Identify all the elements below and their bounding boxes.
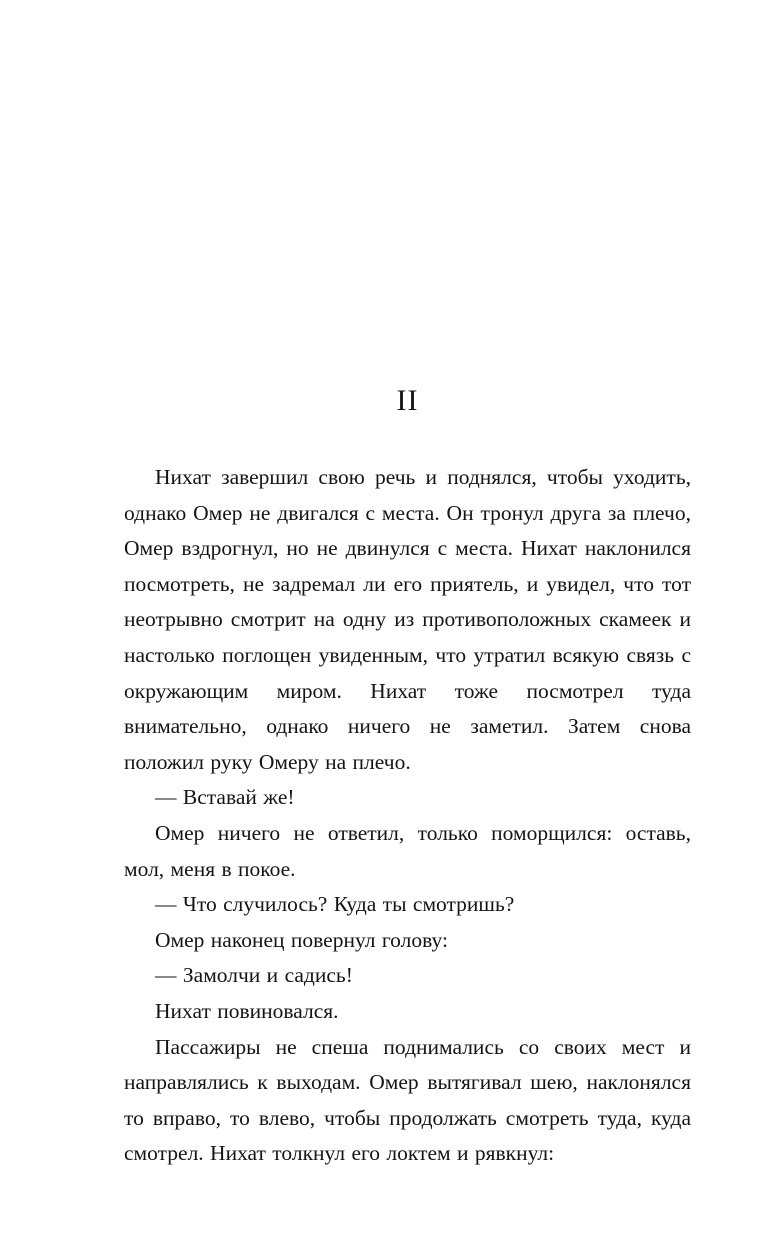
paragraph-dialogue: — Замолчи и садись! [155,963,353,988]
paragraph-dialogue: — Что случилось? Куда ты смотришь? [155,892,515,917]
paragraph: Омер наконец повернул голову: [155,927,448,952]
paragraph: Нихат повиновался. [155,998,339,1023]
paragraph: Омер ничего не ответил, только поморщился: оставь, мол, меня в покое. [124,820,691,881]
paragraph: Нихат завершил свою речь и поднялся, чтобы уходить, однако Омер не двигался с места. Он тронул друга за плечо, Омер вздрогнул, но не двинулся с места. Нихат наклонился посмотреть, не задремал ли его приятель, и увидел, что тот неотрывно смотрит на одну из противоположных скамеек и настолько поглощен увиденным, что утратил всякую связь с окружающим миром. Нихат тоже посмотрел туда внимательно, однако ничего не заметил. Затем снова положил руку Омеру на плечо. [124,465,691,774]
paragraph: Пассажиры не спеша поднимались со своих мест и направлялись к выходам. Омер вытягивал шею, наклонялся то вправо, то влево, чтобы продолжать смотреть туда, куда смотрел. Нихат толкнул его локтем и рявкнул: [124,1034,691,1166]
paragraph-dialogue: — Вставай же! [155,785,295,810]
chapter-heading: II [396,384,419,417]
body-text [124,460,691,1172]
